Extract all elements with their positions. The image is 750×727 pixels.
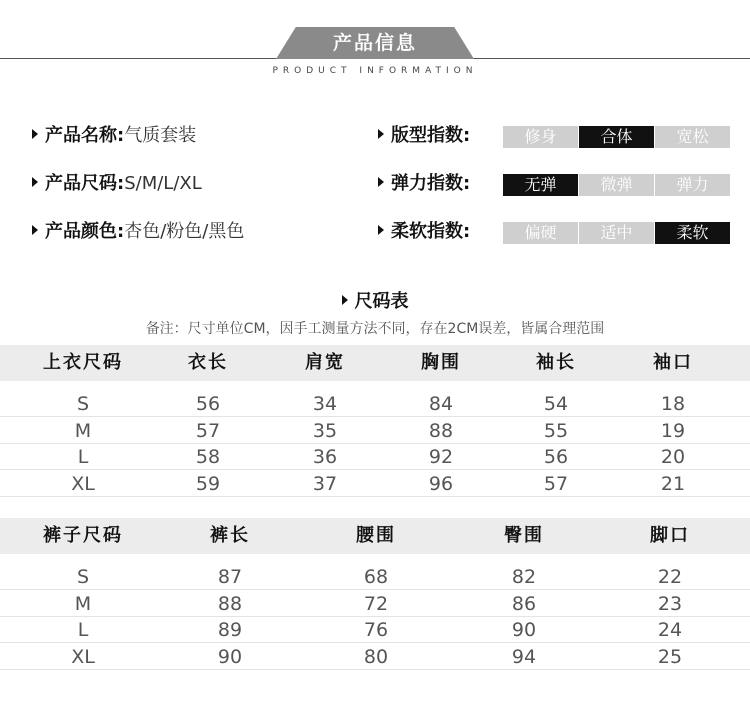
top-table-row-cell: 21 [660, 472, 686, 495]
top-table-row-cell: 54 [543, 393, 569, 415]
stretch-option-selected: 无弹 [503, 174, 578, 196]
info-value: S/M/L/XL [124, 173, 202, 194]
pants-table-row-cell: 82 [511, 566, 537, 588]
top-table-row-cell: M [74, 419, 92, 442]
fit-index-row [378, 122, 470, 150]
top-table-row-cell: 35 [312, 419, 338, 442]
softness-index-label: 柔软指数: [391, 221, 471, 242]
top-table-row-cell: 58 [195, 446, 221, 468]
fit-option-selected: 合体 [579, 126, 654, 148]
softness-option: 适中 [579, 222, 654, 244]
table-header-cell: 袖长 [536, 352, 576, 373]
table-header-cell: 胸围 [421, 352, 461, 373]
stretch-option: 微弹 [579, 174, 654, 196]
top-table-row-cell: 96 [428, 472, 454, 495]
pants-table-row-cell: 22 [657, 566, 683, 588]
info-value: 气质套装 [124, 125, 197, 146]
pants-table-row-cell: 80 [363, 645, 389, 668]
pants-table-row-cell: XL [71, 645, 95, 668]
top-table-row-cell: 19 [660, 419, 686, 442]
table-header-cell: 脚口 [650, 525, 690, 546]
table-header-cell: 上衣尺码 [43, 352, 123, 373]
pants-table-row-cell: L [77, 619, 89, 641]
info-label: 产品名称: [45, 125, 125, 146]
info-name-row [32, 122, 196, 150]
bullet-triangle-icon [378, 177, 384, 187]
table-header-cell: 裤子尺码 [43, 525, 123, 546]
top-table-row-cell: 56 [543, 446, 569, 468]
stretch-index-scale [503, 174, 731, 196]
info-size-row [32, 170, 202, 198]
top-table-row-cell: 57 [195, 419, 221, 442]
size-chart-title-text: 尺码表 [354, 291, 409, 312]
table-header-cell: 臀围 [504, 525, 544, 546]
header-title: 产品信息 [332, 32, 417, 54]
top-table-row-cell: 34 [312, 393, 338, 415]
stretch-index-label: 弹力指数: [391, 173, 471, 194]
pants-table-row-cell: 76 [363, 619, 389, 641]
top-table-row-cell: 20 [660, 446, 686, 468]
top-table-row-cell: 36 [312, 446, 338, 468]
stretch-option: 弹力 [655, 174, 730, 196]
fit-option: 修身 [503, 126, 578, 148]
table-header-cell: 衣长 [188, 352, 228, 373]
info-color-row [32, 218, 244, 246]
pants-table-row-cell: 87 [217, 566, 243, 588]
top-table-row-cell: 18 [660, 393, 686, 415]
size-chart-title [0, 287, 750, 313]
fit-option: 宽松 [655, 126, 730, 148]
table-header-cell: 裤长 [210, 525, 250, 546]
top-table-row-cell: 88 [428, 419, 454, 442]
softness-index-row [378, 218, 470, 246]
pants-table-row-cell: S [76, 566, 90, 588]
stretch-index-row [378, 170, 470, 198]
pants-table-row-cell: 90 [217, 645, 243, 668]
softness-index-scale [503, 222, 731, 244]
bullet-triangle-icon [378, 129, 384, 139]
top-table-row-cell: 57 [543, 472, 569, 495]
info-value: 杏色/粉色/黑色 [124, 221, 245, 242]
info-label: 产品尺码: [45, 173, 125, 194]
bullet-triangle-icon [32, 129, 38, 139]
bullet-triangle-icon [32, 225, 38, 235]
top-table-row-cell: XL [71, 472, 95, 495]
fit-index-label: 版型指数: [391, 125, 471, 146]
top-table-row-cell: 56 [195, 393, 221, 415]
size-note: 备注：尺寸单位CM，因手工测量方法不同，存在2CM误差，皆属合理范围 [145, 321, 605, 337]
bullet-triangle-icon [32, 177, 38, 187]
pants-table-row-cell: 24 [657, 619, 683, 641]
info-label: 产品颜色: [45, 221, 125, 242]
table-header-cell: 袖口 [653, 352, 693, 373]
top-table-row-cell: 37 [312, 472, 338, 495]
pants-table-row-cell: 94 [511, 645, 537, 668]
header-subtitle: PRODUCT INFORMATION [272, 66, 478, 76]
top-table-row-cell: S [76, 393, 90, 415]
softness-option: 偏硬 [503, 222, 578, 244]
table-header-cell: 肩宽 [305, 352, 345, 373]
fit-index-scale [503, 126, 731, 148]
top-table-row-cell: 55 [543, 419, 569, 442]
row-divider [0, 496, 750, 497]
top-table-row-cell: 84 [428, 393, 454, 415]
pants-table-row-cell: 23 [657, 592, 683, 615]
pants-table-row-cell: 89 [217, 619, 243, 641]
softness-option-selected: 柔软 [655, 222, 730, 244]
pants-table-row-cell: 25 [657, 645, 683, 668]
pants-table-row-cell: 90 [511, 619, 537, 641]
bullet-triangle-icon [342, 295, 348, 305]
bullet-triangle-icon [378, 225, 384, 235]
top-table-row-cell: 92 [428, 446, 454, 468]
pants-table-row-cell: M [74, 592, 92, 615]
top-table-row-cell: 59 [195, 472, 221, 495]
pants-table-row-cell: 88 [217, 592, 243, 615]
top-table-row-cell: L [77, 446, 89, 468]
row-divider [0, 669, 750, 670]
pants-table-row-cell: 86 [511, 592, 537, 615]
table-header-cell: 腰围 [356, 525, 396, 546]
pants-table-row-cell: 68 [363, 566, 389, 588]
pants-table-row-cell: 72 [363, 592, 389, 615]
